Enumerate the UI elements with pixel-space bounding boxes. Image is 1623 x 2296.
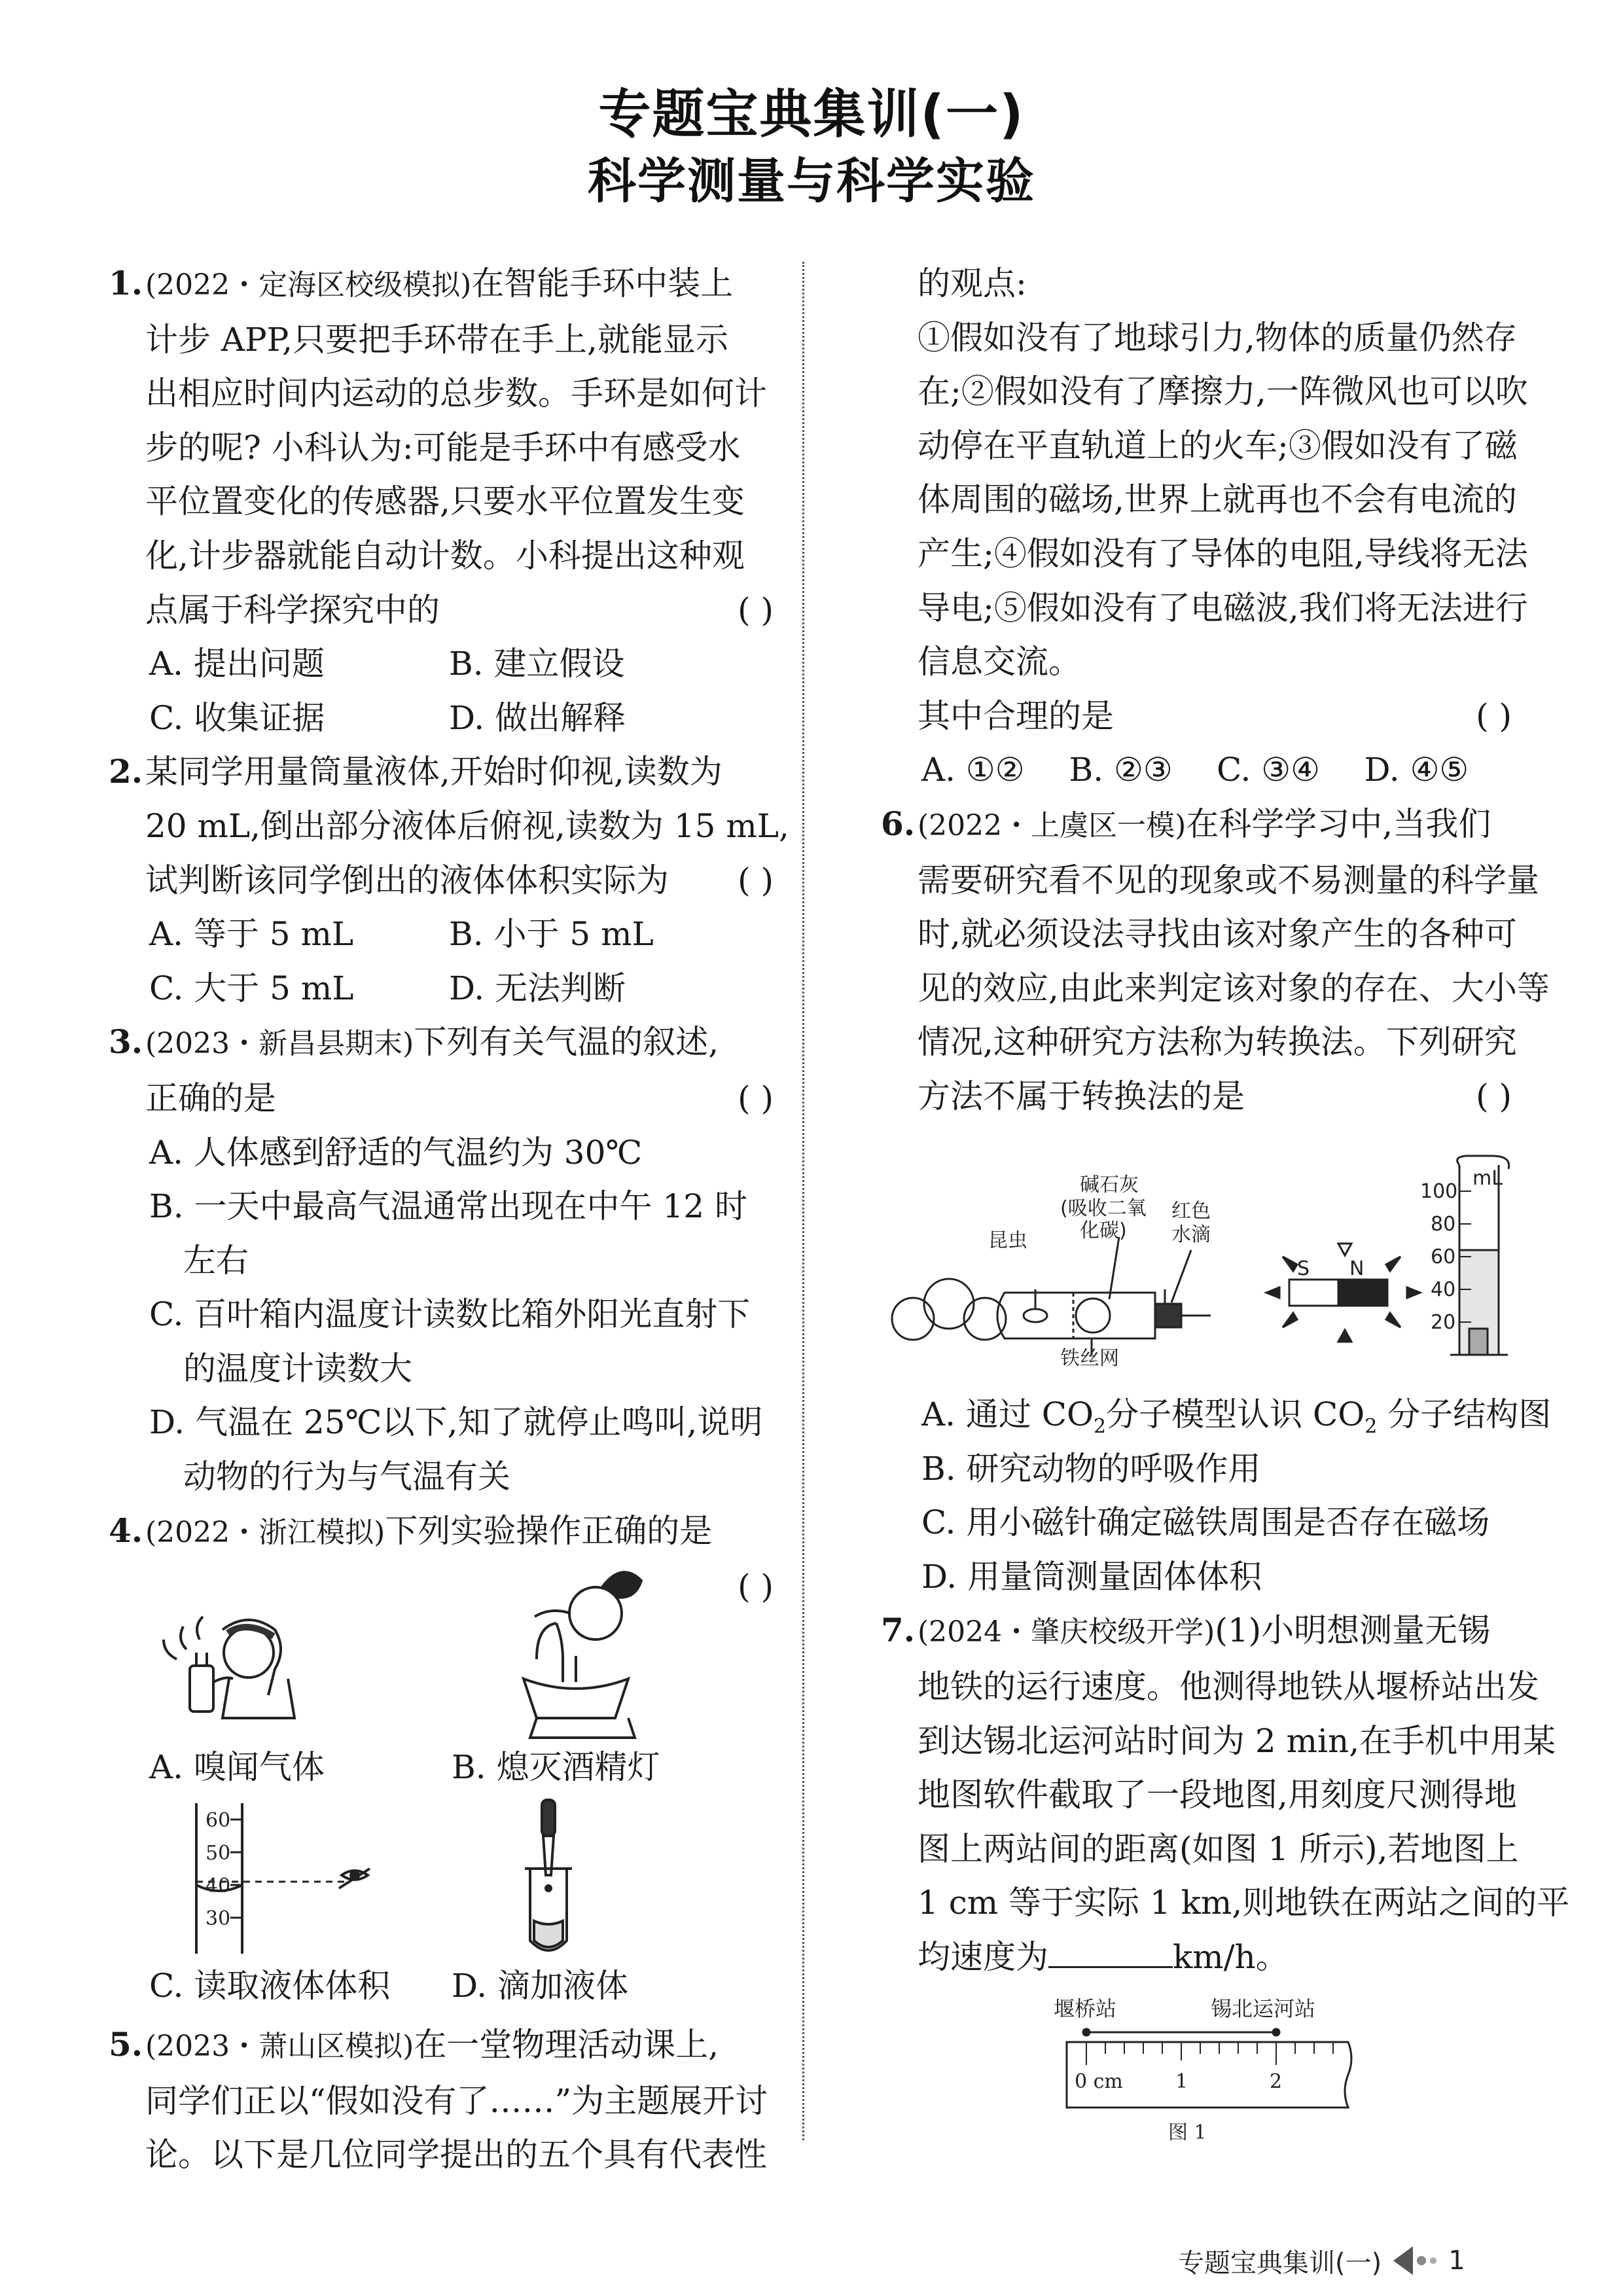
page-title: 专题宝典集训(一) <box>598 84 1025 145</box>
cylinder-tick: 100 <box>1420 1180 1458 1203</box>
question-text: 方法不属于转换法的是 <box>918 1077 1245 1115</box>
question-source: (2023・新昌县期末) <box>145 1027 414 1061</box>
read-cylinder-figure <box>190 1797 386 1960</box>
question-line: 导电;⑤假如没有了电磁波,我们将无法进行 <box>918 588 1528 627</box>
left-column-bottom <box>109 2018 774 2182</box>
question-line: 到达锡北运河站时间为 2 min,在手机中用某 <box>918 1721 1556 1760</box>
ruler-label: 2 <box>1270 2070 1283 2093</box>
question-line <box>881 1930 1512 1984</box>
question-line <box>109 1071 774 1126</box>
cylinder-tick: 40 <box>1431 1278 1456 1301</box>
label-s-pole: S <box>1297 1257 1310 1280</box>
label-soda-lime-note2: 化碳) <box>1080 1219 1127 1242</box>
question-text: 均速度为 <box>918 1937 1048 1976</box>
question-number: 2. <box>109 752 143 791</box>
option-b[interactable]: B. ②③ <box>1069 751 1173 789</box>
question-number: 1. <box>109 264 143 302</box>
option-b[interactable]: B. 一天中最高气温通常出现在中午 12 时左右 <box>149 1187 747 1280</box>
question-line: 20 mL,倒出部分液体后俯视,读数为 15 mL, <box>145 806 789 845</box>
option-row <box>109 637 774 691</box>
question-line: 化,计步器就能自动计数。小科提出这种观 <box>145 536 745 575</box>
option-row <box>881 743 1512 797</box>
label-wire-mesh: 铁丝网 <box>1060 1347 1119 1368</box>
question-line: 需要研究看不见的现象或不易测量的科学量 <box>918 861 1539 899</box>
option-d[interactable]: D. 做出解释 <box>449 698 626 737</box>
question-1 <box>109 257 774 313</box>
option-a[interactable]: A. 提出问题 <box>149 645 325 683</box>
question-6 <box>881 797 1512 853</box>
question-line: 信息交流。 <box>918 643 1081 681</box>
question-line: 计步 APP,只要把手环带在手上,就能显示 <box>145 320 728 359</box>
option-c[interactable]: C. 百叶箱内温度计读数比箱外阳光直射下的温度计读数大 <box>149 1295 751 1388</box>
answer-bracket[interactable]: ( ) <box>738 590 774 629</box>
label-ml: mL <box>1472 1167 1503 1190</box>
question-line: 动停在平直轨道上的火车;③假如没有了磁 <box>918 426 1518 465</box>
question-text: 其中合理的是 <box>918 696 1114 735</box>
question-line: 时,就必须设法寻找由该对象产生的各种可 <box>918 915 1517 954</box>
answer-bracket[interactable]: ( ) <box>738 1079 774 1117</box>
label-insect: 昆虫 <box>988 1229 1027 1252</box>
label-soda-lime: 碱石灰 <box>1080 1174 1139 1196</box>
question-text: 试判断该同学倒出的液体体积实际为 <box>145 861 669 899</box>
extinguish-lamp-figure <box>497 1568 668 1751</box>
option-row <box>109 961 774 1016</box>
page-footer <box>1178 2241 1544 2280</box>
option-a[interactable]: A. 通过 $CO_2$分子模型认识 $CO_2$ 分子结构图 <box>921 1395 1552 1438</box>
answer-bracket[interactable]: ( ) <box>738 1568 774 1606</box>
question-2 <box>109 745 774 799</box>
answer-bracket[interactable]: ( ) <box>1476 1077 1512 1115</box>
question-line: 体周围的磁场,世界上就再也不会有电流的 <box>918 480 1517 519</box>
question-4 <box>109 1504 774 1560</box>
option-b[interactable]: B. 研究动物的呼吸作用 <box>921 1449 1261 1488</box>
question-line: 地图软件截取了一段地图,用刻度尺测得地 <box>918 1776 1517 1814</box>
label-soda-lime-note: (吸收二氧 <box>1060 1197 1147 1220</box>
question-line: 见的效应,由此来判定该对象的存在、大小等 <box>918 969 1550 1007</box>
cylinder-tick: 40 <box>205 1874 231 1897</box>
option-d[interactable]: D. 无法判断 <box>449 969 626 1007</box>
ruler-map-figure <box>1054 1990 1355 2147</box>
footer-arrow-icon <box>1393 2246 1436 2275</box>
cylinder-tick: 30 <box>205 1907 231 1930</box>
cylinder-tick: 50 <box>205 1842 231 1865</box>
option-a[interactable]: A. 人体感到舒适的气温约为 30℃ <box>149 1133 643 1172</box>
question-line: 1 cm 等于实际 1 km,则地铁在两站之间的平 <box>918 1884 1570 1922</box>
question-number: 5. <box>109 2025 143 2064</box>
question-line: 产生;④假如没有了导体的电阻,导线将无法 <box>918 534 1528 573</box>
question-text: km/h。 <box>1173 1937 1289 1976</box>
question-number: 3. <box>109 1022 143 1062</box>
right-column <box>881 257 1550 1124</box>
option-b[interactable]: B. 小于 5 mL <box>449 915 654 954</box>
question-number: 6. <box>881 804 916 843</box>
cylinder-tick: 20 <box>1431 1311 1456 1334</box>
question-source: (2024・肇庆校级开学) <box>918 1615 1215 1649</box>
question-line: 在;②假如没有了摩擦力,一阵微风也可以吹 <box>918 372 1528 411</box>
question-3 <box>109 1015 774 1071</box>
ruler-label: 1 <box>1175 2070 1188 2093</box>
label-n-pole: N <box>1349 1257 1364 1280</box>
question-number: 4. <box>109 1511 143 1550</box>
question-line <box>881 689 1512 744</box>
question-text: 点属于科学探究中的 <box>145 590 440 629</box>
question-source: (2022・浙江模拟) <box>145 1515 385 1549</box>
question-5 <box>109 2018 774 2074</box>
caption-b: B. 熄灭酒精灯 <box>452 1748 660 1786</box>
question-text: 正确的是 <box>145 1079 276 1117</box>
question-line <box>881 1069 1512 1124</box>
label-red-drop2: 水滴 <box>1171 1223 1211 1246</box>
question-source: (2022・定海区校级模拟) <box>145 268 472 302</box>
question-line: 论。以下是几位同学提出的五个具有代表性 <box>145 2136 767 2174</box>
option-a[interactable]: A. ①② <box>921 751 1025 789</box>
smell-gas-figure <box>151 1604 301 1741</box>
question-line: 图上两站间的距离(如图 1 所示),若地图上 <box>918 1829 1519 1868</box>
option-d[interactable]: D. 气温在 25℃以下,知了就停止鸣叫,说明动物的行为与气温有关 <box>149 1403 763 1496</box>
question-line: 出相应时间内运动的总步数。手环是如何计 <box>145 374 767 413</box>
question-text: 某同学用量筒量液体,开始时仰视,读数为 <box>145 753 722 791</box>
cylinder-tick: 60 <box>1431 1246 1456 1268</box>
option-row <box>109 691 774 745</box>
question-line: 平位置变化的传感器,只要水平位置发生变 <box>145 482 745 521</box>
question-text: 在一堂物理活动课上, <box>414 2026 719 2064</box>
figure-caption: 图 1 <box>1168 2121 1207 2144</box>
station-end: 锡北运河站 <box>1211 1996 1316 2021</box>
page-subtitle: 科学测量与科学实验 <box>588 153 1035 209</box>
column-divider <box>802 262 804 2140</box>
question-line <box>109 853 774 908</box>
question-line: 同学们正以“假如没有了……”为主题展开讨 <box>145 2081 768 2120</box>
question-source: (2023・萧山区模拟) <box>145 2030 414 2063</box>
question-line: 步的呢? 小科认为:可能是手环中有感受水 <box>145 428 741 467</box>
question-text: 在科学学习中,当我们 <box>1186 804 1491 843</box>
question-line: 的观点: <box>918 264 1027 302</box>
option-a[interactable]: A. 等于 5 mL <box>149 915 354 954</box>
caption-a: A. 嗅闻气体 <box>149 1748 325 1786</box>
caption-c: C. 读取液体体积 <box>149 1967 391 2005</box>
cylinder-tick: 60 <box>205 1809 231 1832</box>
question-line: 情况,这种研究方法称为转换法。下列研究 <box>918 1023 1517 1062</box>
dropper-figure <box>510 1797 589 1960</box>
question-text: (1)小明想测量无锡 <box>1215 1611 1491 1650</box>
cylinder-tick: 80 <box>1431 1213 1456 1236</box>
answer-bracket[interactable]: ( ) <box>738 861 774 899</box>
option-row <box>109 907 774 961</box>
left-column <box>109 257 789 1614</box>
footer-title: 专题宝典集训(一) <box>1178 2248 1382 2278</box>
question-source: (2022・上虞区一模) <box>918 808 1186 842</box>
answer-blank[interactable] <box>1048 1936 1173 1968</box>
option-c[interactable]: C. 收集证据 <box>149 698 325 737</box>
question-text: 在智能手环中装上 <box>471 264 734 302</box>
question-text: 下列实验操作正确的是 <box>385 1511 713 1550</box>
option-c[interactable]: C. 大于 5 mL <box>149 969 354 1007</box>
question-line: ①假如没有了地球引力,物体的质量仍然存 <box>918 318 1517 357</box>
answer-bracket[interactable]: ( ) <box>1476 696 1512 735</box>
station-start: 堰桥站 <box>1054 1996 1117 2021</box>
option-d[interactable]: D. ④⑤ <box>1364 751 1469 789</box>
option-d[interactable]: D. 用量筒测量固体体积 <box>921 1557 1262 1596</box>
caption-d: D. 滴加液体 <box>452 1967 629 2005</box>
question-line <box>109 583 774 637</box>
option-c[interactable]: C. ③④ <box>1217 751 1320 789</box>
question-line: 地铁的运行速度。他测得地铁从堰桥站出发 <box>918 1667 1539 1706</box>
ruler-label: 0 cm <box>1075 2070 1123 2093</box>
question-7 <box>881 1604 1512 1660</box>
option-c[interactable]: C. 用小磁针确定磁铁周围是否存在磁场 <box>921 1503 1490 1542</box>
page-number: 1 <box>1448 2246 1465 2276</box>
conversion-method-figure <box>883 1152 1512 1368</box>
right-column-bottom <box>881 1388 1570 1984</box>
question-text: 下列有关气温的叙述, <box>414 1023 719 1062</box>
label-red-drop: 红色 <box>1171 1200 1211 1223</box>
question-number: 7. <box>881 1611 916 1650</box>
option-b[interactable]: B. 建立假设 <box>449 645 625 683</box>
